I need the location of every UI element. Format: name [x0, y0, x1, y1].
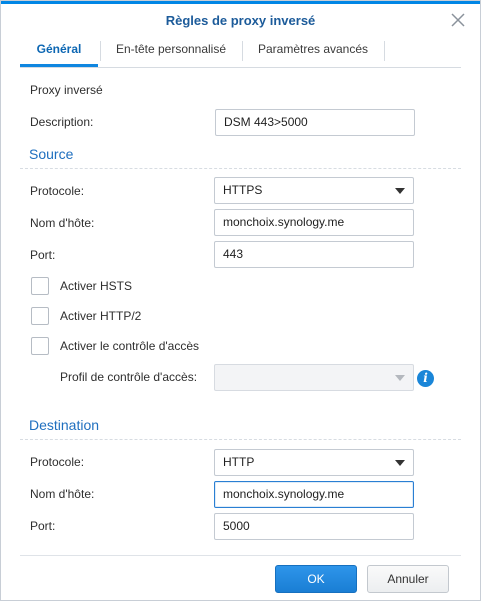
footer-divider	[20, 555, 461, 556]
destination-port-input[interactable]: 5000	[214, 513, 414, 540]
http2-checkbox[interactable]	[31, 307, 49, 325]
tab-separator	[100, 41, 101, 61]
destination-hostname-label: Nom d'hôte:	[30, 487, 95, 501]
http2-label[interactable]: Activer HTTP/2	[60, 309, 142, 323]
hsts-checkbox[interactable]	[31, 277, 49, 295]
close-icon[interactable]	[450, 12, 466, 28]
tab-separator	[384, 41, 385, 61]
dialog-title: Règles de proxy inversé	[165, 13, 316, 28]
source-port-label: Port:	[30, 248, 56, 262]
chevron-down-icon	[395, 188, 405, 194]
proxy-heading: Proxy inversé	[30, 83, 103, 97]
destination-protocol-label: Protocole:	[30, 455, 85, 469]
access-control-checkbox[interactable]	[31, 337, 49, 355]
title-bar	[1, 1, 480, 37]
destination-port-label: Port:	[30, 519, 56, 533]
access-profile-select	[214, 364, 414, 391]
tab-general[interactable]: Général	[20, 37, 98, 67]
destination-protocol-value: HTTP	[223, 455, 255, 469]
hsts-label[interactable]: Activer HSTS	[60, 279, 133, 293]
description-input[interactable]: DSM 443>5000	[215, 109, 415, 136]
tab-separator	[242, 41, 243, 61]
destination-hostname-input[interactable]: monchoix.synology.me	[214, 481, 414, 508]
cancel-button[interactable]: Annuler	[367, 565, 449, 593]
tab-bar	[20, 37, 461, 68]
source-hostname-input[interactable]: monchoix.synology.me	[214, 209, 414, 236]
destination-protocol-select[interactable]	[214, 449, 414, 476]
source-protocol-select[interactable]	[214, 177, 414, 204]
source-port-input[interactable]: 443	[214, 241, 414, 268]
tab-advanced-settings[interactable]: Paramètres avancés	[257, 42, 369, 56]
chevron-down-icon	[395, 375, 405, 381]
access-control-label[interactable]: Activer le contrôle d'accès	[60, 339, 200, 353]
destination-section-title: Destination	[29, 417, 100, 433]
section-divider	[20, 439, 461, 440]
section-divider	[20, 168, 461, 169]
description-label: Description:	[30, 115, 94, 129]
ok-button[interactable]: OK	[275, 565, 357, 593]
source-hostname-label: Nom d'hôte:	[30, 216, 95, 230]
source-protocol-value: HTTPS	[223, 183, 263, 197]
info-icon[interactable]: i	[417, 370, 434, 387]
tab-custom-header[interactable]: En-tête personnalisé	[115, 42, 227, 56]
chevron-down-icon	[395, 460, 405, 466]
source-protocol-label: Protocole:	[30, 184, 85, 198]
source-section-title: Source	[29, 146, 74, 162]
access-profile-label: Profil de contrôle d'accès:	[60, 370, 198, 384]
